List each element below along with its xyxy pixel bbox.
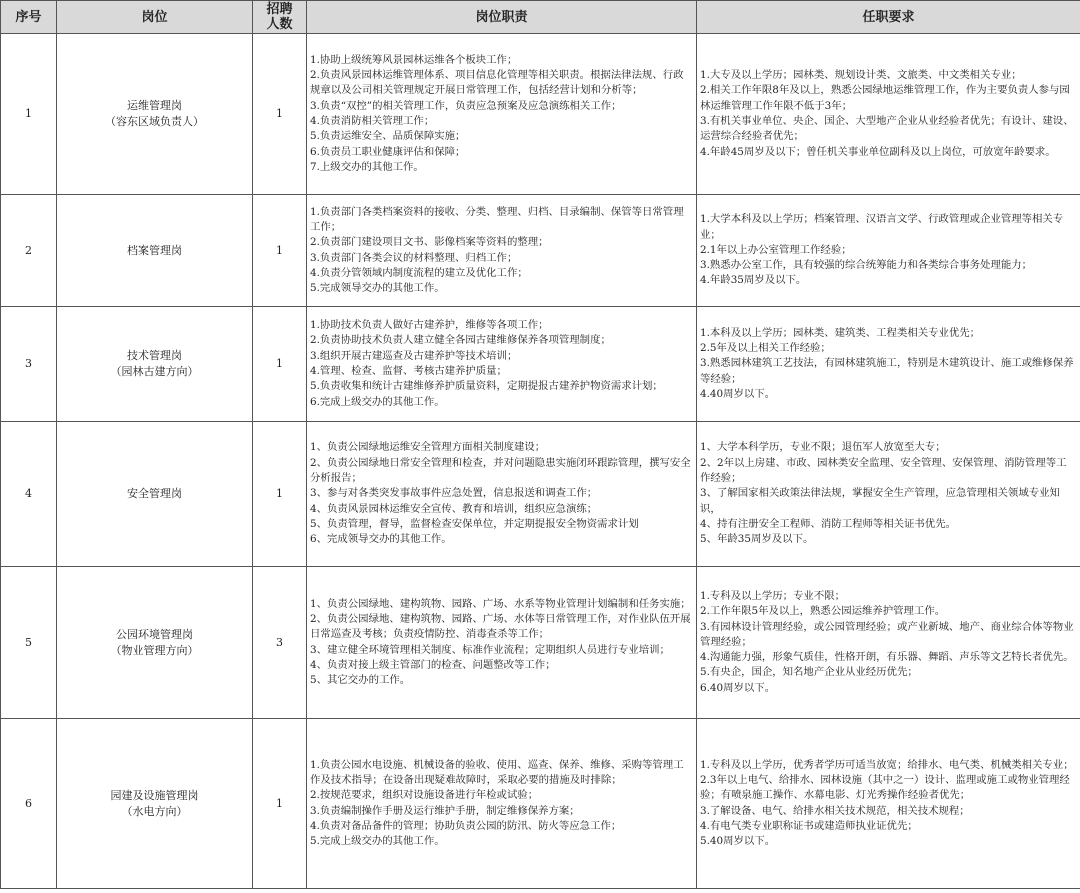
- duty-item: 6.负责员工职业健康评估和保障；: [310, 145, 466, 158]
- duty-item: 4、负责风景园林运维安全宣传、教育和培训，组织应急演练；: [310, 502, 598, 515]
- duty-item: 5、负责管理，督导，监督检查安保单位，并定期提报安全物资需求计划: [310, 517, 639, 530]
- row-count: 3: [253, 567, 307, 719]
- duty-item: 3.负责编制操作手册及运行维护手册，制定维修保养方案；: [310, 804, 580, 817]
- table-row: [1, 34, 1080, 195]
- row-position: [57, 422, 253, 567]
- requirement-item: 4.有电气类专业职称证书或建造师执业证优先；: [700, 819, 918, 832]
- requirement-item: 3、了解国家相关政策法律法规，掌握安全生产管理，应急管理相关领域专业知识，: [700, 487, 1060, 515]
- position-note: （容东区域负责人）: [105, 115, 204, 128]
- duty-item: 5.完成上级交办的其他工作。: [310, 835, 445, 848]
- row-duties: [307, 307, 697, 422]
- row-position: [57, 195, 253, 307]
- position-title: 园建及设施管理岗: [110, 788, 199, 802]
- header-position: 岗位: [57, 1, 253, 34]
- row-count: 1: [253, 422, 307, 567]
- duty-item: 4.负责分管领域内制度流程的建立及优化工作；: [310, 266, 528, 279]
- position-title: 技术管理岗: [127, 349, 182, 362]
- requirement-item: 1、大学本科学历，专业不限；退伍军人放宽至大专；: [700, 441, 946, 454]
- requirement-item: 2.3年以上电气、给排水、园林设施（其中之一）设计、监理或施工或物业管理经验；有喷泉施工操作、水幕电影、灯光秀操作经验者优先；: [700, 773, 1070, 802]
- duty-item: 1.协助上级统筹风景园林运维各个板块工作；: [310, 53, 518, 66]
- requirement-item: 3.有机关事业单位、央企、国企、大型地产企业从业经验者优先；有设计、建设、运营综合经验者优先；: [700, 115, 1074, 143]
- row-requirements: [697, 719, 1080, 889]
- requirement-item: 1.本科及以上学历；园林类、建筑类、工程类相关专业优先；: [700, 326, 981, 339]
- requirement-item: 4.年龄35周岁及以下。: [700, 274, 807, 287]
- duty-item: 2.负责风景园林运维管理体系、项目信息化管理等相关职责。根据法律法规、行政规章以及公司相关管理规定开展日常管理工作，包括经营计划和分析等；: [310, 69, 684, 97]
- duty-item: 1.负责部门各类档案资料的接收、分类、整理、归档、目录编制、保管等日常管理工作；: [310, 205, 684, 233]
- table-row: [1, 719, 1080, 889]
- duty-item: 4.负责消防相关管理工作；: [310, 115, 435, 127]
- duty-item: 6.完成上级交办的其他工作。: [310, 395, 445, 408]
- position-title: 公园环境管理岗: [116, 627, 193, 641]
- requirement-item: 3.熟悉园林建筑工艺技法，有园林建筑施工，特别是木建筑设计、施工或维修保养等经验；: [700, 357, 1074, 385]
- duty-item: 1.协助技术负责人做好古建养护，维修等各项工作；: [310, 319, 549, 332]
- header-count-line2: 人数: [266, 17, 293, 32]
- position-title: 安全管理岗: [127, 487, 182, 500]
- row-seq: 4: [1, 422, 57, 567]
- row-duties: [307, 719, 697, 889]
- position-note: （园林古建方向）: [110, 365, 199, 378]
- row-duties: [307, 34, 697, 195]
- duty-item: 2.负责协助技术负责人建立健全各园古建维修保养各项管理制度；: [310, 334, 611, 347]
- header-count: [253, 1, 307, 34]
- requirement-item: 1.大学本科及以上学历；档案管理、汉语言文学、行政管理或企业管理等相关专业；: [700, 213, 1064, 241]
- table-row: [1, 307, 1080, 422]
- requirement-item: 2、2年以上房建、市政、园林类安全监理、安全管理、安保管理、消防管理等工作经验；: [700, 456, 1067, 485]
- header-requirements: 任职要求: [697, 1, 1080, 34]
- requirement-item: 4、持有注册安全工程师、消防工程师等相关证书优先。: [700, 517, 956, 530]
- header-duties: 岗位职责: [307, 1, 697, 34]
- duty-item: 4.负责对备品备件的管理；协助负责公园的防汛、防火等应急工作；: [310, 819, 622, 832]
- header-seq: 序号: [1, 1, 57, 34]
- duty-item: 3.组织开展古建巡查及古建养护等技术培训；: [310, 349, 518, 362]
- duty-item: 2、负责公园绿地日常安全管理和检查，并对问题隐患实施闭环跟踪管理，撰写安全分析报告；: [310, 456, 691, 485]
- duty-item: 5、其它交办的工作。: [310, 674, 411, 687]
- duty-item: 3、参与对各类突发事故事件应急处置，信息报送和调查工作；: [310, 487, 598, 500]
- row-seq: 2: [1, 195, 57, 307]
- duty-item: 4.管理、检查、监督、考核古建养护质量；: [310, 365, 507, 377]
- row-position: [57, 719, 253, 889]
- requirement-item: 2.5年及以上相关工作经验；: [700, 342, 831, 355]
- row-duties: [307, 195, 697, 307]
- table-row: [1, 195, 1080, 307]
- row-seq: 5: [1, 567, 57, 719]
- requirement-item: 6.40周岁以下。: [700, 681, 776, 694]
- duty-item: 5.完成领导交办的其他工作。: [310, 282, 445, 295]
- duty-item: 1、负责公园绿地运维安全管理方面相关制度建设；: [310, 441, 546, 454]
- requirement-item: 4.沟通能力强，形象气质佳，性格开朗，有乐器、舞蹈、声乐等文艺特长者优先。: [700, 651, 1074, 664]
- table-row: [1, 422, 1080, 567]
- requirement-item: 5.40周岁以下。: [700, 835, 776, 848]
- row-requirements: [697, 567, 1080, 719]
- requirement-item: 5.有央企，国企，知名地产企业从业经历优先；: [700, 666, 918, 679]
- requirement-item: 2.相关工作年限8年及以上，熟悉公园绿地运维管理工作，作为主要负责人参与园林运维管理工作年限不低于3年；: [700, 84, 1070, 112]
- duty-item: 7.上级交办的其他工作。: [310, 160, 424, 173]
- requirement-item: 4.年龄45周岁及以下；曾任机关事业单位副科及以上岗位，可放宽年龄要求。: [700, 145, 1056, 158]
- requirement-item: 1.专科及以上学历；专业不限；: [700, 589, 845, 602]
- position-note: （物业管理方向）: [110, 643, 199, 657]
- requirement-item: 5、年龄35周岁及以下。: [700, 533, 814, 546]
- requirement-item: 3.有园林设计管理经验，或公园管理经验；或产业新城、地产、商业综合体等物业管理经验；: [700, 620, 1074, 648]
- row-requirements: [697, 195, 1080, 307]
- duty-item: 2、负责公园绿地、建构筑物、园路、广场、水体等日常管理工作，对作业队伍开展日常巡查及考核；负责疫情防控、消毒查杀等工作；: [310, 612, 691, 641]
- duty-item: 5.负责收集和统计古建维修养护质量资料，定期提报古建养护物资需求计划；: [310, 380, 663, 393]
- row-duties: [307, 567, 697, 719]
- duty-item: 4、负责对接上级主管部门的检查、问题整改等工作；: [310, 658, 556, 671]
- position-title: 档案管理岗: [127, 243, 182, 257]
- row-position: [57, 307, 253, 422]
- duty-item: 3、建立健全环境管理相关制度、标准作业流程；定期组织人员进行专业培训；: [310, 643, 670, 656]
- row-seq: 3: [1, 307, 57, 422]
- row-seq: 1: [1, 34, 57, 195]
- duty-item: 6、完成领导交办的其他工作。: [310, 533, 452, 546]
- duty-item: 1、负责公园绿地、建构筑物、园路、广场、水系等物业管理计划编制和任务实施；: [310, 597, 691, 610]
- row-count: 1: [253, 307, 307, 422]
- requirement-item: 4.40周岁以下。: [700, 387, 776, 400]
- row-count: 1: [253, 719, 307, 889]
- duty-item: 1.负责公园水电设施、机械设备的验收、使用、巡查、保养、维修、采购等管理工作及技术指导；在设备出现疑难故障时，采取必要的措施及时排除；: [310, 758, 684, 786]
- requirement-item: 3.熟悉办公室工作，具有较强的综合统筹能力和各类综合事务处理能力；: [700, 259, 1033, 272]
- row-position: [57, 34, 253, 195]
- row-requirements: [697, 307, 1080, 422]
- requirement-item: 1.大专及以上学历；园林类、规划设计类、文旅类、中文类相关专业；: [700, 69, 1022, 82]
- duty-item: 2.负责部门建设项目文书、影像档案等资料的整理；: [310, 236, 549, 249]
- duty-item: 3.负责部门各类会议的材料整理、归档工作；: [310, 251, 518, 264]
- duty-item: 5.负责运维安全、品质保障实施；: [310, 130, 466, 143]
- row-count: 1: [253, 34, 307, 195]
- row-seq: 6: [1, 719, 57, 889]
- row-requirements: [697, 422, 1080, 567]
- requirement-item: 1.专科及以上学历，优秀者学历可适当放宽；给排水、电气类、机械类相关专业；: [700, 758, 1074, 771]
- row-duties: [307, 422, 697, 567]
- duty-item: 3.负责“双控”的相关管理工作，负责应急预案及应急演练相关工作；: [310, 99, 622, 112]
- row-position: [57, 567, 253, 719]
- table-row: [1, 567, 1080, 719]
- duty-item: 2.按规范要求，组织对设施设备进行年检或试验；: [310, 789, 539, 802]
- requirement-item: 3.了解设备、电气、给排水相关技术规范，相关技术规程；: [700, 804, 970, 817]
- row-requirements: [697, 34, 1080, 195]
- row-count: 1: [253, 195, 307, 307]
- position-note: （水电方向）: [121, 804, 188, 818]
- requirement-item: 2.工作年限5年及以上，熟悉公园运维养护管理工作。: [700, 605, 946, 618]
- header-row: [1, 1, 1080, 34]
- requirement-item: 2.1年以上办公室管理工作经验；: [700, 243, 852, 256]
- header-count-line1: 招聘: [266, 2, 293, 17]
- position-title: 运维管理岗: [127, 99, 182, 112]
